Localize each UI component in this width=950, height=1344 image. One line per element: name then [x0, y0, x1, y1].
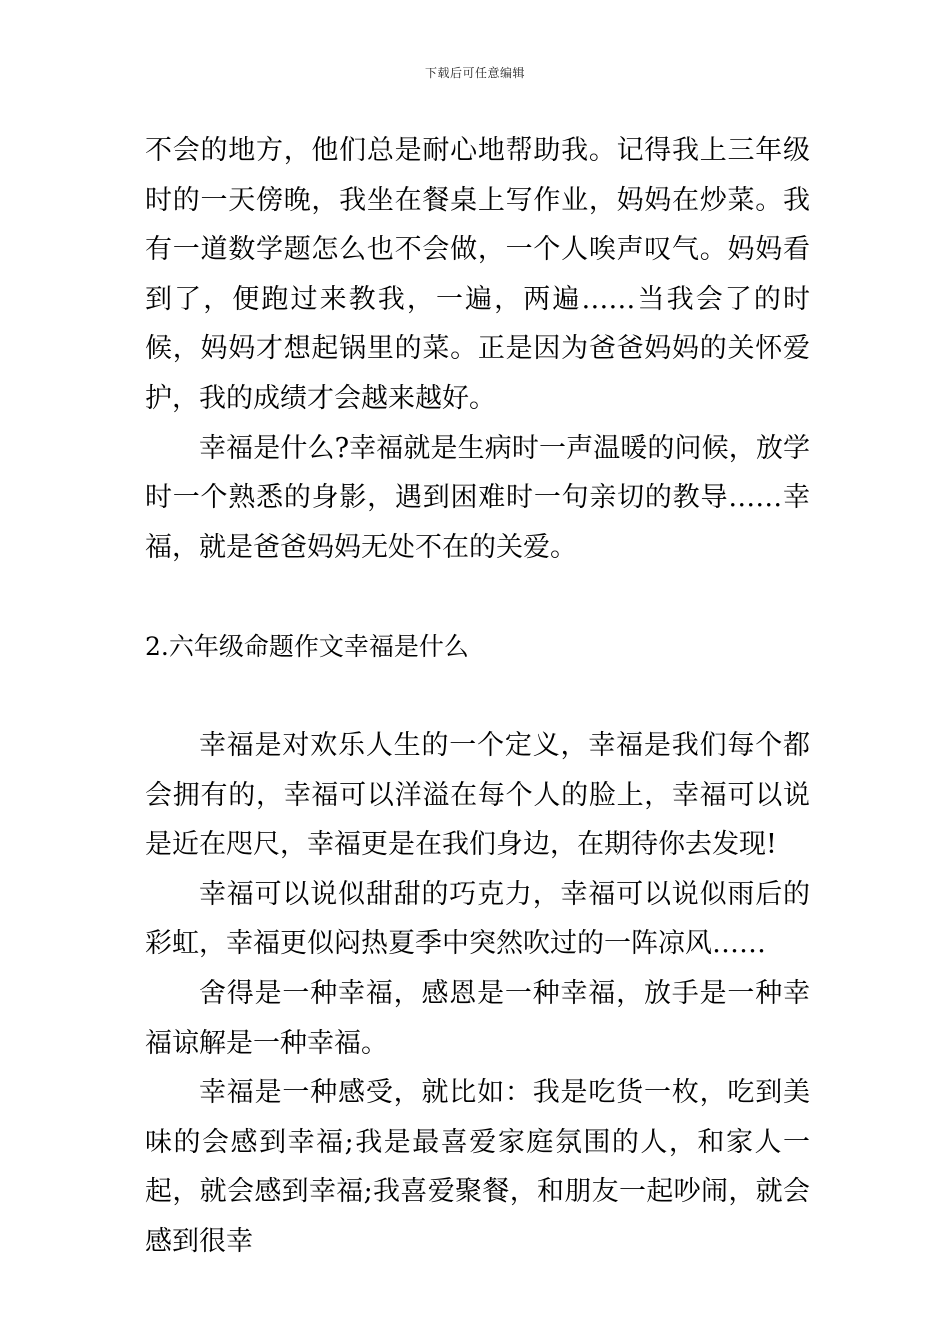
document-body — [145, 126, 810, 1266]
section-heading: 2.六年级命题作文幸福是什么 — [145, 632, 469, 662]
paragraph-continued: 不会的地方，他们总是耐心地帮助我。记得我上三年级时的一天傍晚，我坐在餐桌上写作业，妈妈在炒菜。我有一道数学题怎么也不会做，一个人唉声叹气。妈妈看到了，便跑过来教我，一遍，两遍……当我会了的时候，妈妈才想起锅里的菜。正是因为爸爸妈妈的关怀爱护，我的成绩才会越来越好。 — [145, 135, 810, 414]
paragraph: 幸福可以说似甜甜的巧克力，幸福可以说似雨后的彩虹，幸福更似闷热夏季中突然吹过的一阵凉风…… — [145, 878, 810, 960]
paragraph: 幸福是对欢乐人生的一个定义，幸福是我们每个都会拥有的，幸福可以洋溢在每个人的脸上，幸福可以说是近在咫尺，幸福更是在我们身边，在期待你去发现! — [145, 729, 810, 861]
paragraph: 幸福是一种感受，就比如：我是吃货一枚，吃到美味的会感到幸福;我是最喜爱家庭氛围的人，和家人一起，就会感到幸福;我喜爱聚餐，和朋友一起吵闹，就会感到很幸 — [145, 1077, 810, 1257]
spacer — [145, 672, 810, 721]
paragraph-conclusion: 幸福是什么?幸福就是生病时一声温暖的问候，放学时一个熟悉的身影，遇到困难时一句亲切的教导……幸福，就是爸爸妈妈无处不在的关爱。 — [145, 432, 810, 563]
spacer — [145, 572, 810, 622]
paragraph: 舍得是一种幸福，感恩是一种幸福，放手是一种幸福谅解是一种幸福。 — [145, 977, 810, 1059]
page-header: 下载后可任意编辑 — [424, 66, 525, 80]
